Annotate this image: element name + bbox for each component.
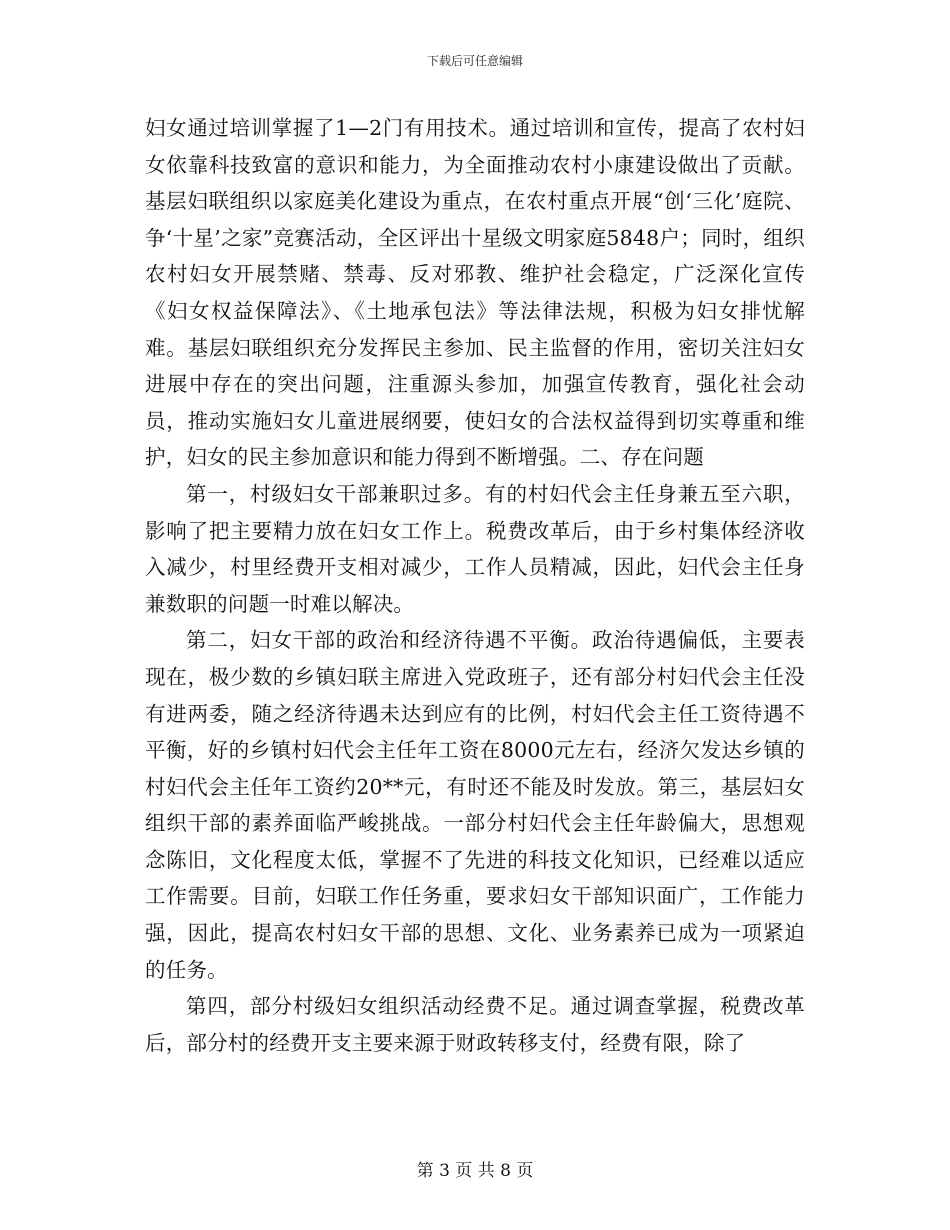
paragraph-achievements: 妇女通过培训掌握了1—2门有用技术。通过培训和宣传，提高了农村妇女依靠科技致富的意识和能力，为全面推动农村小康建设做出了贡献。基层妇联组织以家庭美化建设为重点，在农村重点开展“创‘三化’庭院、争‘十星’之家”竞赛活动，全区评出十星级文明家庭5848户；同时，组织农村妇女开展禁赌、禁毒、反对邪教、维护社会稳定，广泛深化宣传《妇女权益保障法》、《土地承包法》等法律法规，积极为妇女排忧解难。基层妇联组织充分发挥民主参加、民主监督的作用，密切关注妇女进展中存在的突出问题，注重源头参加，加强宣传教育，强化社会动员，推动实施妇女儿童进展纲要，使妇女的合法权益得到切实尊重和维护，妇女的民主参加意识和能力得到不断增强。二、存在问题 — [145, 116, 805, 470]
paragraph-problem-two-three: 第二，妇女干部的政治和经济待遇不平衡。政治待遇偏低，主要表现在，极少数的乡镇妇联主席进入党政班子，还有部分村妇代会主任没有进两委，随之经济待遇未达到应有的比例，村妇代会主任工资待遇不平衡，好的乡镇村妇代会主任年工资在8000元左右，经济欠发达乡镇的村妇代会主任年工资约20**元，有时还不能及时发放。第三，基层妇女组织干部的素养面临严峻挑战。一部分村妇代会主任年龄偏大，思想观念陈旧，文化程度太低，掌握不了先进的科技文化知识，已经难以适应工作需要。目前，妇联工作任务重，要求妇女干部知识面广，工作能力强，因此，提高农村妇女干部的思想、文化、业务素养已成为一项紧迫的任务。 — [145, 628, 805, 982]
paragraph-problem-one: 第一，村级妇女干部兼职过多。有的村妇代会主任身兼五至六职，影响了把主要精力放在妇女工作上。税费改革后，由于乡村集体经济收入减少，村里经费开支相对减少，工作人员精减，因此，妇代会主任身兼数职的问题一时难以解决。 — [145, 481, 805, 616]
document-body — [145, 110, 805, 1061]
page-header-note: 下载后可任意编辑 — [426, 54, 523, 68]
paragraph-problem-four: 第四，部分村级妇女组织活动经费不足。通过调查掌握，税费改革后，部分村的经费开支主要来源于财政转移支付，经费有限，除了 — [145, 994, 805, 1055]
page-number-footer: 第 3 页 共 8 页 — [416, 1161, 534, 1181]
